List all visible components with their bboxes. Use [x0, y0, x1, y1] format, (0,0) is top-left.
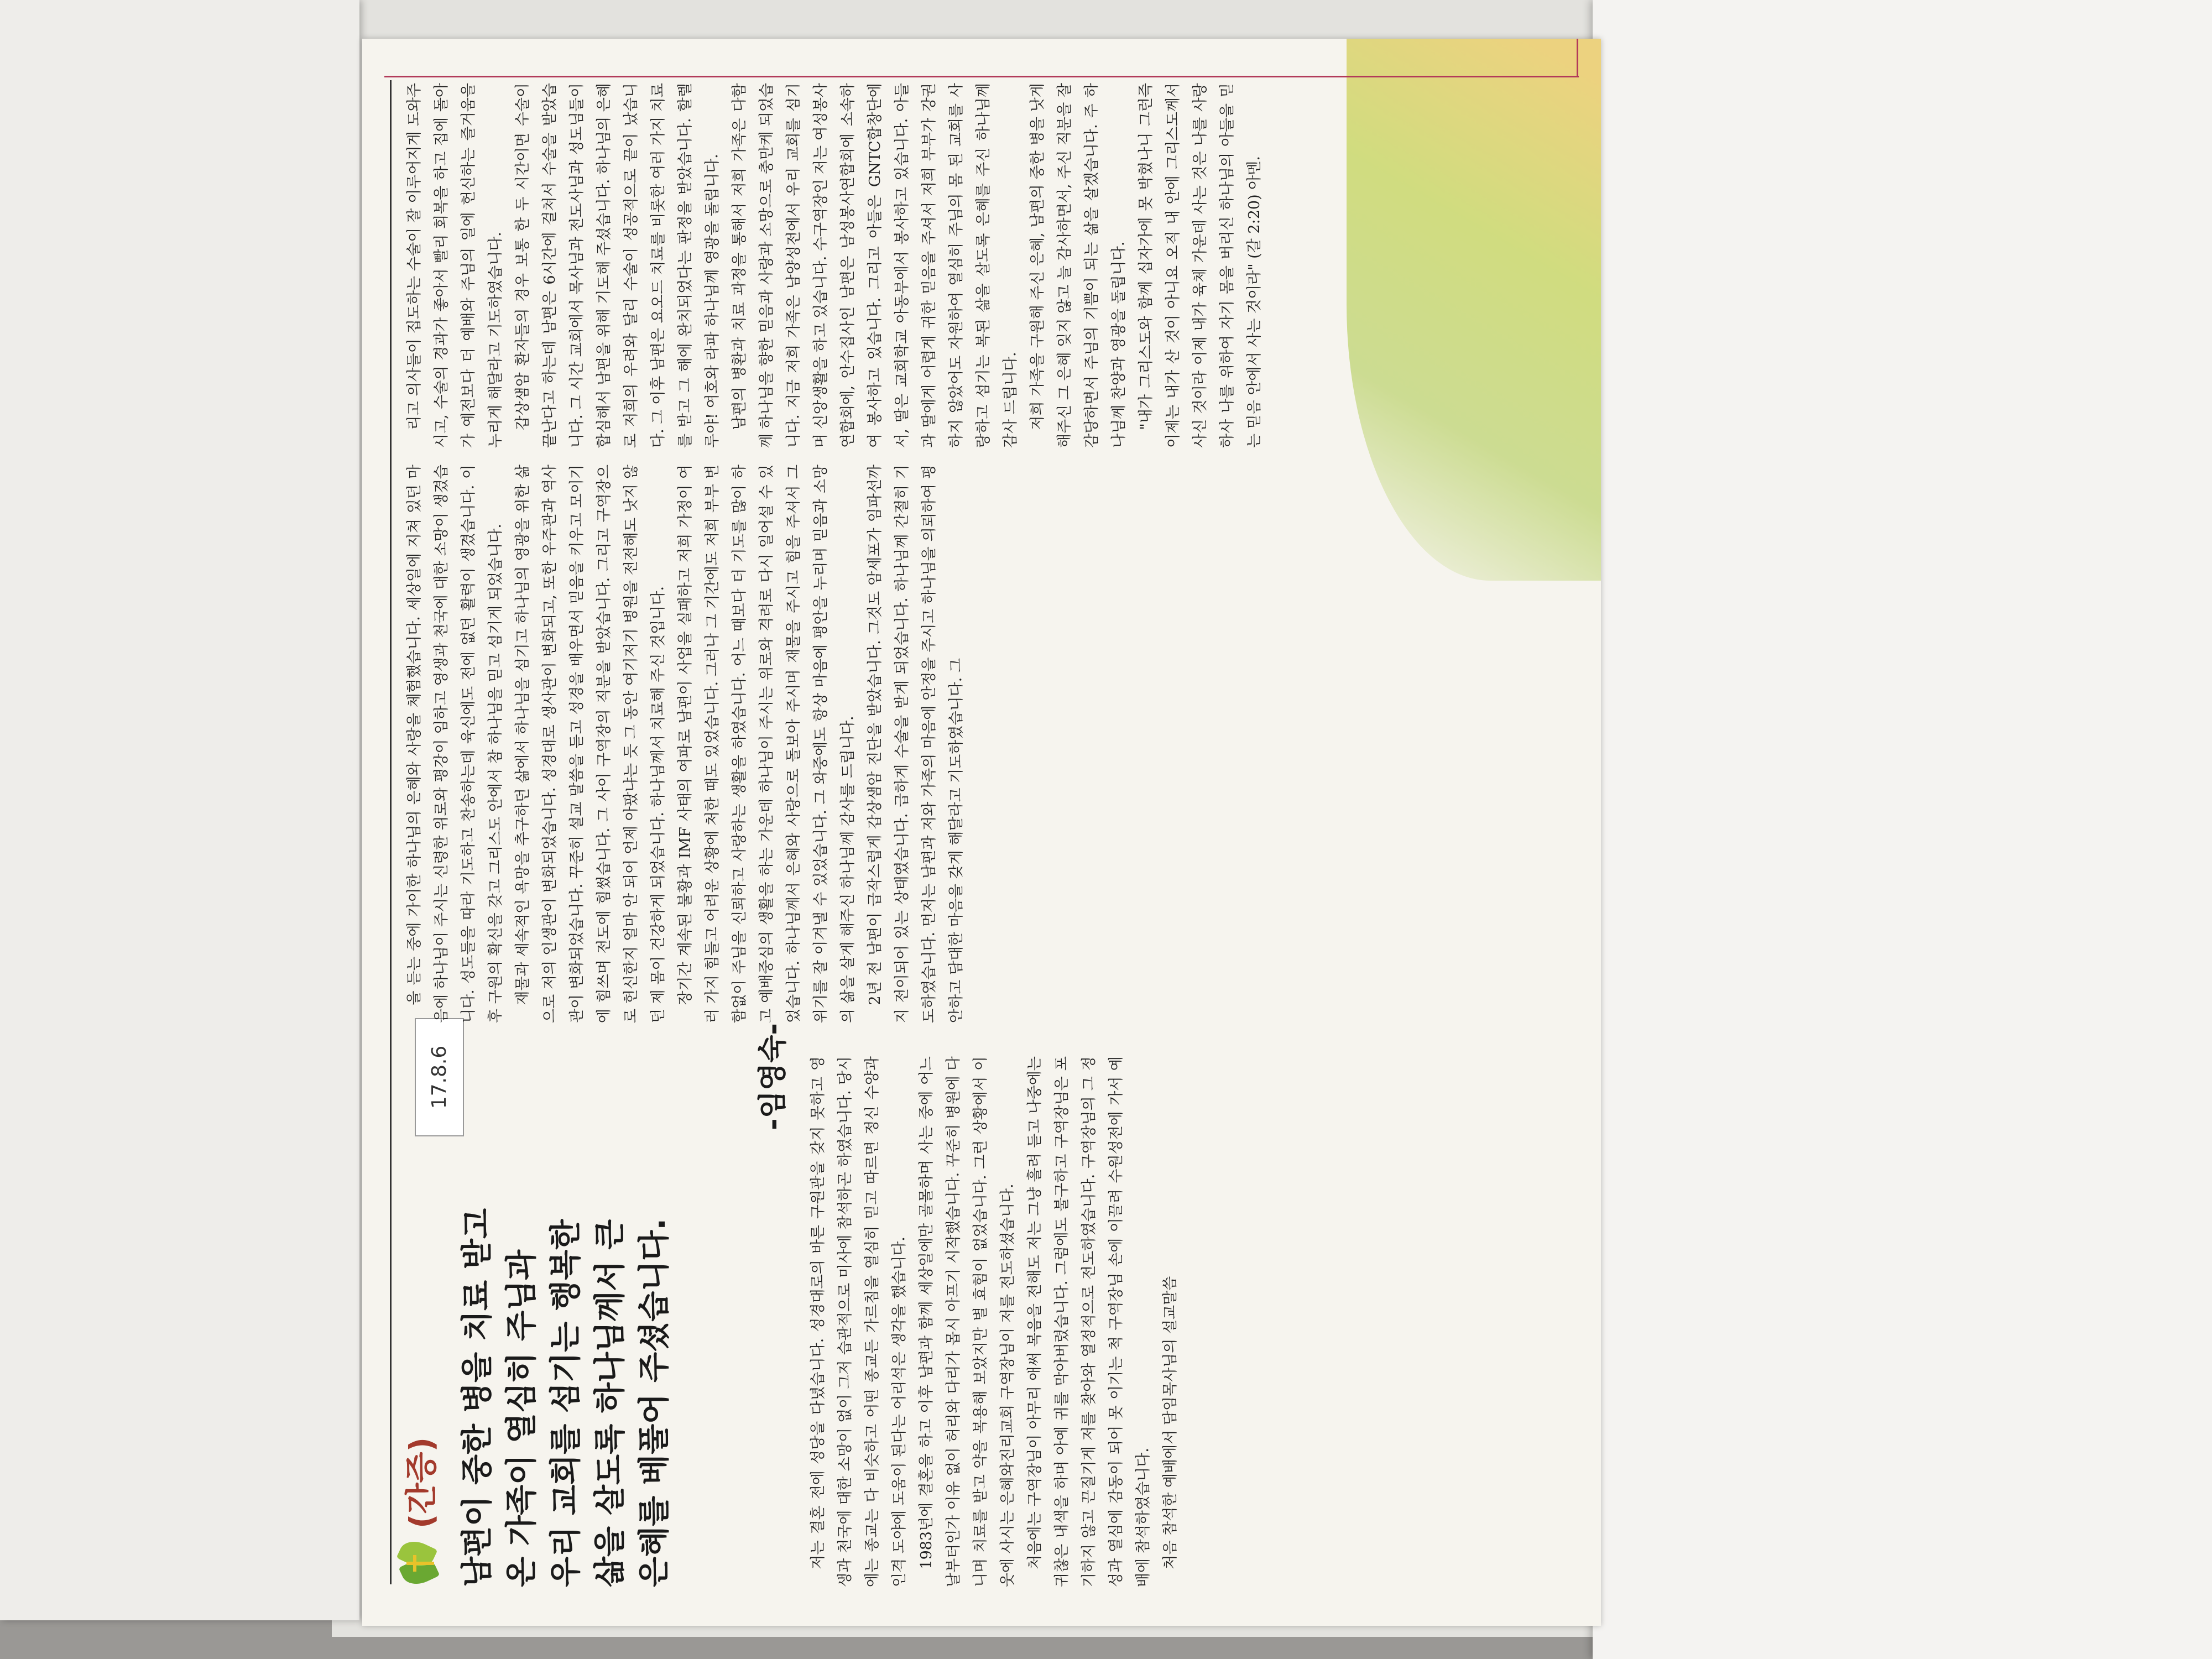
- headline-line: 온 가족이 열심히 주님과: [503, 1249, 540, 1587]
- paragraph: 갑상샘암 환자들의 경우 보통 한 두 시간이면 수술이 끝난다고 하는데 남편은 6시간에 걸쳐서 수술을 받았습니다. 그 시간 교회에서 목사님과 전도사님과 성도님들이 합심해서 남편을 위해 기도해 주셨습니다. 하나님의 은혜로 저희의 우려와 달리 수술이 성공적으로 끝이 났습니다. 그 이후 남편은 요오드 치료를 비롯한 여러 가지 치료를 받고 그 해에 완치되었다는 판정을 받았습니다. 할렐루야! 여호와 라파 하나님께 영광을 돌립니다.: [514, 83, 721, 448]
- article-header: [395, 1023, 794, 1587]
- headline: [455, 1023, 676, 1587]
- headline-line: 삶을 살도록 하나님께서 큰: [592, 1219, 628, 1587]
- category-label: (간증): [403, 1437, 440, 1528]
- headline-line: 남편이 중한 병을 치료 받고: [459, 1208, 495, 1587]
- right-paper-sheet: [1593, 0, 2212, 1659]
- paragraph: 남편의 병환과 치료 과정을 통해서 저희 가족은 다함께 하나님을 향한 믿음과 사랑과 소망으로 충만케 되었습니다. 지금 저희 가족은 남양성전에서 우리 교회를 섬기며 신앙생활을 하고 있습니다. 수구역장인 저는 여성봉사연합회에, 안수집사인 남편은 남성봉사연합회에 소속하여 봉사하고 있습니다. 그리고 아들은 GNTC합창단에서, 딸은 교회학교 아동부에서 봉사하고 있습니다. 아들과 딸에게 어렵게 귀한 믿음을 주셔서 저희 부부가 강권하지 않았어도 자원하여 열심히 주님의 몸 된 교회를 사랑하고 섬기는 복된 삶을 살도록 은혜를 주신 하나님께 감사 드립니다.: [731, 83, 1019, 448]
- article-column-3: [401, 83, 1551, 448]
- article-column-2: [401, 465, 1551, 1023]
- leaf-cross-icon: [397, 1537, 441, 1587]
- paragraph: 2년 전 남편이 급작스럽게 갑상샘암 진단을 받았습니다. 그것도 암세포가 임파선까지 전이되어 있는 상태였습니다. 급하게 수술을 받게 되었습니다. 하나님께 간절히 기도하였습니다. 먼저는 남편과 저와 가족의 마음에 안정을 주시고 하나님을 의뢰하여 평안하고 담대한 마음을 갖게 해달라고 기도하였습니다. 그: [867, 465, 965, 1023]
- top-rule: [390, 80, 392, 1584]
- paragraph: 재물과 세속적인 욕망을 추구하던 삶에서 하나님을 섬기고 하나님의 영광을 위한 삶으로 저의 인생관이 변화되었습니다. 성경대로 생사관이 변화되고, 또한 우주관과 역사관이 변화되었습니다. 꾸준히 설교 말씀을 듣고 성경을 배우면서 믿음을 키우고 모이기에 힘쓰며 전도에 힘썼습니다. 그 사이 구역장의 직분을 받았습니다. 그리고 구역장으로 헌신한지 얼마 안 되어 언제 아팠냐는 듯 그 동안 여기저기 병원을 전전해도 낫지 않던 제 몸이 건강하게 되었습니다. 하나님께서 치료해 주신 것입니다.: [514, 465, 667, 1023]
- paragraph: 장기간 계속된 불황과 IMF 사태의 여파로 남편이 사업을 실패하고 저희 가정이 여러 가지 힘들고 어려운 상황에 처한 때도 있었습니다. 그러나 그 기간에도 저희 부부 변함없이 주님을 신뢰하고 사랑하는 생활을 하였습니다. 어느 때보다 더 기도를 많이 하고 예배중심의 생활을 하는 가운데 하나님이 주시는 위로와 격려로 다시 일어설 수 있었습니다. 하나님께서 은혜와 사랑으로 돌보아 주시며 재물을 주시고 힘을 주셔서 그 위기를 잘 이겨낼 수 있었습니다. 그 와중에도 항상 마음에 평안을 누리며 믿음과 소망의 삶을 살게 해주신 하나님께 감사를 드립니다.: [677, 465, 857, 1023]
- headline-line: 은혜를 베풀어 주셨습니다.: [636, 1218, 672, 1587]
- paragraph: 1983년에 결혼을 하고 이후 남편과 함께 세상일에만 골몰하며 사는 중에 어느 날부터인가 이유 없이 허리와 다리가 몹시 아프기 시작했습니다. 꾸준히 병원에 다니며 치료를 받고 약을 복용해 보았지만 별 효험이 없었습니다. 그런 상황에서 이웃에 사시는 은혜와진리교회 구역장님이 저를 전도하셨습니다.: [918, 1056, 1016, 1587]
- paragraph: 을 듣는 중에 가이한 하나님의 은혜와 사랑을 체험했습니다. 세상일에 지쳐 있던 마음에 하나님이 주시는 신령한 위로와 평강이 임하고 영생과 천국에 대한 소망이 생겼습니다. 성도들을 따라 기도하고 찬송하는데 육신에도 전에 없던 활력이 생겼습니다. 이후 구원의 확신을 갖고 그리스도 안에서 참 하나님을 믿고 섬기게 되었습니다.: [406, 465, 504, 1023]
- headline-line: 우리 교회를 섬기는 행복한: [547, 1219, 584, 1587]
- paragraph: 저희 가족을 구원해 주신 은혜, 남편의 중한 병을 낫게 해주신 그 은혜 잊지 않고 늘 감사하면서, 주신 직분을 잘 감당하면서 주님의 기쁨이 되는 삶을 살겠습니다. 주 하나님께 찬양과 영광을 돌립니다.: [1029, 83, 1128, 448]
- frame-line-corner: [1577, 39, 1578, 77]
- article-column-1: [805, 1056, 1551, 1587]
- paragraph: 처음에는 구역장님이 아무리 애써 복음을 전해도 저는 그냥 흘려 듣고 나중에는 귀찮은 내색을 하며 아예 귀를 막아버렸습니다. 그럼에도 불구하고 구역장님은 포기하지 않고 끈질기게 저를 찾아와 열정적으로 전도하였습니다. 구역장님의 그 정성과 열심에 감동이 되어 못 이기는 척 구역장님 손에 이끌려 수원성전에 가서 예배에 참석하였습니다.: [1026, 1056, 1152, 1587]
- rotated-content: [362, 39, 1601, 1626]
- paragraph: 처음 참석한 예배에서 담임목사님의 설교말씀: [1162, 1276, 1179, 1569]
- paragraph: "내가 그리스도와 함께 십자가에 못 박혔나니 그런즉 이제는 내가 산 것이 아니요 오직 내 안에 그리스도께서 사신 것이라 이제 내가 육체 가운데 사는 것은 나를 사랑하사 나를 위하여 자기 몸을 버리신 하나님의 아들을 믿는 믿음 안에서 사는 것이라" (갈 2:20) 아멘.: [1138, 83, 1263, 448]
- paragraph: 리고 의사들이 집도하는 수술이 잘 이루어지게 도와주시고, 수술의 경과가 좋아서 빨리 회복을 하고 집에 돌아가 예전보다 더 예배와 주님의 일에 헌신하는 즐거움을 누리게 해달라고 기도하였습니다.: [406, 83, 504, 448]
- paragraph: 저는 결혼 전에 성당을 다녔습니다. 성경대로의 바른 구원관을 갖지 못하고 영생과 천국에 대한 소망이 없이 그저 습관적으로 미사에 참석하곤 하였습니다. 당시에는 종교는 다 비슷하고 어떤 종교든 가르침을 열심히 믿고 따르면 정신 수양과 인격 도야에 도움이 된다는 어리석은 생각을 했습니다.: [810, 1056, 908, 1587]
- date-sticker: 17.8.6: [415, 1018, 464, 1136]
- frame-line: [384, 76, 1579, 77]
- section-logo: [395, 1023, 442, 1587]
- newsletter-page: [362, 39, 1601, 1626]
- left-paper-sheet: [0, 0, 359, 1620]
- author-name: -임영숙-: [757, 1023, 790, 1130]
